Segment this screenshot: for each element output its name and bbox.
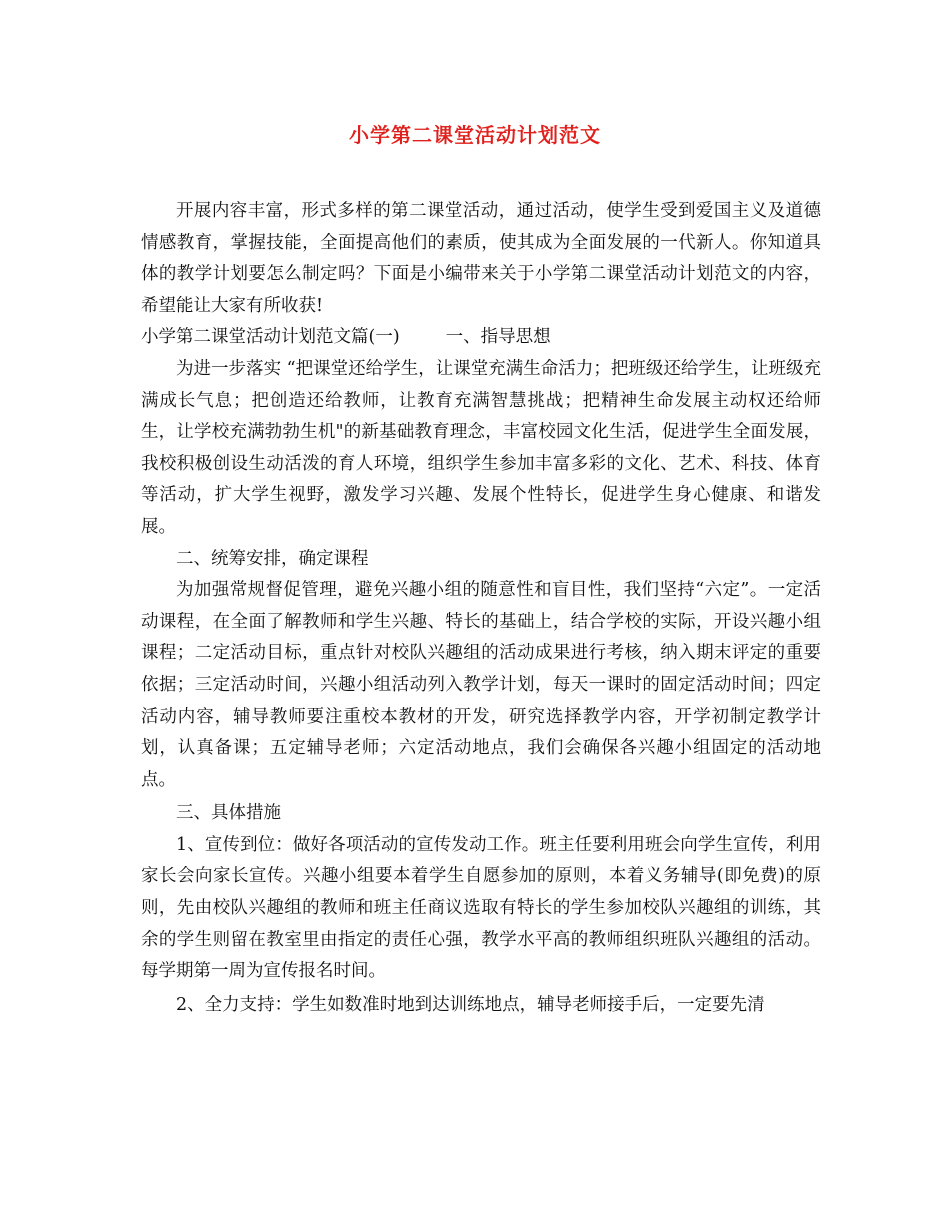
section-heading-measures: 三、具体措施 <box>176 803 281 824</box>
section-heading-guiding-thought: 一、指导思想 <box>445 327 551 348</box>
article-heading-line <box>141 322 821 354</box>
measures-item-1: 1、宣传到位：做好各项活动的宣传发动工作。班主任要利用班会向学生宣传，利用家长会向家长宣传。兴趣小组要本着学生自愿参加的原则，本着义务辅导(即免费)的原则，先由校队兴趣组的教师和班主任商议选取有特长的学生参加校队兴趣组的训练，其余的学生则留在教室里由指定的责任心强，教学水平高的教师组织班队兴趣组的活动。每学期第一周为宣传报名时间。 <box>141 834 821 982</box>
arrangement-paragraph: 为加强常规督促管理，避免兴趣小组的随意性和盲目性，我们坚持“六定”。一定活动课程，在全面了解教师和学生兴趣、特长的基础上，结合学校的实际，开设兴趣小组课程；二定活动目标，重点针对校队兴趣组的活动成果进行考核，纳入期末评定的重要依据；三定活动时间，兴趣小组活动列入教学计划，每天一课时的固定活动时间；四定活动内容，辅导教师要注重校本教材的开发，研究选择教学内容，开学初制定教学计划，认真备课；五定辅导老师；六定活动地点，我们会确保各兴趣小组固定的活动地点。 <box>141 580 821 790</box>
intro-paragraph: 开展内容丰富，形式多样的第二课堂活动，通过活动，使学生受到爱国主义及道德情感教育，掌握技能，全面提高他们的素质，使其成为全面发展的一代新人。你知道具体的教学计划要怎么制定吗？下面是小编带来关于小学第二课堂活动计划范文的内容，希望能让大家有所收获! <box>141 201 821 316</box>
guiding-thought-paragraph: 为进一步落实 “把课堂还给学生，让课堂充满生命活力；把班级还给学生，让班级充满成长气息；把创造还给教师，让教育充满智慧挑战；把精神生命发展主动权还给师生，让学校充满勃勃生机"的新基础教育理念，丰富校园文化生活，促进学生全面发展，我校积极创设生动活泼的育人环境，组织学生参加丰富多彩的文化、艺术、科技、体育等活动，扩大学生视野，激发学习兴趣、发展个性特长，促进学生身心健康、和谐发展。 <box>141 358 821 537</box>
document-title: 小学第二课堂活动计划范文 <box>349 123 601 147</box>
section-heading-arrangement: 二、统筹安排，确定课程 <box>176 548 369 569</box>
document-body <box>141 196 821 1021</box>
article-heading: 小学第二课堂活动计划范文篇(一) <box>141 327 400 348</box>
measures-item-2: 2、全力支持：学生如数准时地到达训练地点，辅导老师接手后，一定要先清 <box>176 994 765 1015</box>
